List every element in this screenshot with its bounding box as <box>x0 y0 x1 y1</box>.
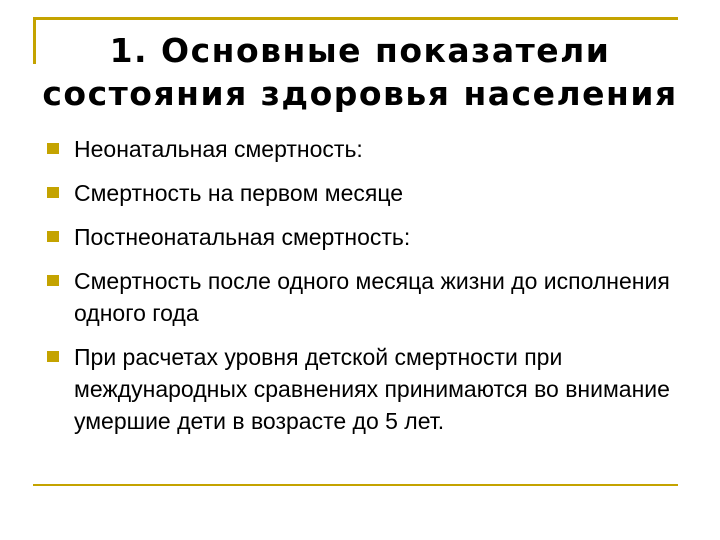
bullet-text: Постнеонатальная смертность: <box>74 224 411 250</box>
top-divider <box>33 17 678 20</box>
bullet-text: Смертность после одного месяца жизни до исполнения одного года <box>74 268 670 326</box>
bullet-item <box>46 133 686 165</box>
bullet-text: Смертность на первом месяце <box>74 180 404 206</box>
bullet-text: Неонатальная смертность: <box>74 136 363 162</box>
slide-title: 1. Основные показатели состояния здоровья населения <box>42 31 678 113</box>
bullet-list <box>46 133 686 449</box>
left-divider <box>33 17 36 64</box>
square-bullet-icon <box>47 187 59 198</box>
square-bullet-icon <box>47 351 59 362</box>
bottom-divider <box>33 484 678 486</box>
bullet-text: При расчетах уровня детской смертности при международных сравнениях принимаются во внимание умершие дети в возрасте до 5 лет. <box>74 344 670 434</box>
bullet-item <box>46 341 686 437</box>
square-bullet-icon <box>47 275 59 286</box>
bullet-item <box>46 221 686 253</box>
square-bullet-icon <box>47 143 59 154</box>
square-bullet-icon <box>47 231 59 242</box>
bullet-item <box>46 265 686 329</box>
bullet-item <box>46 177 686 209</box>
